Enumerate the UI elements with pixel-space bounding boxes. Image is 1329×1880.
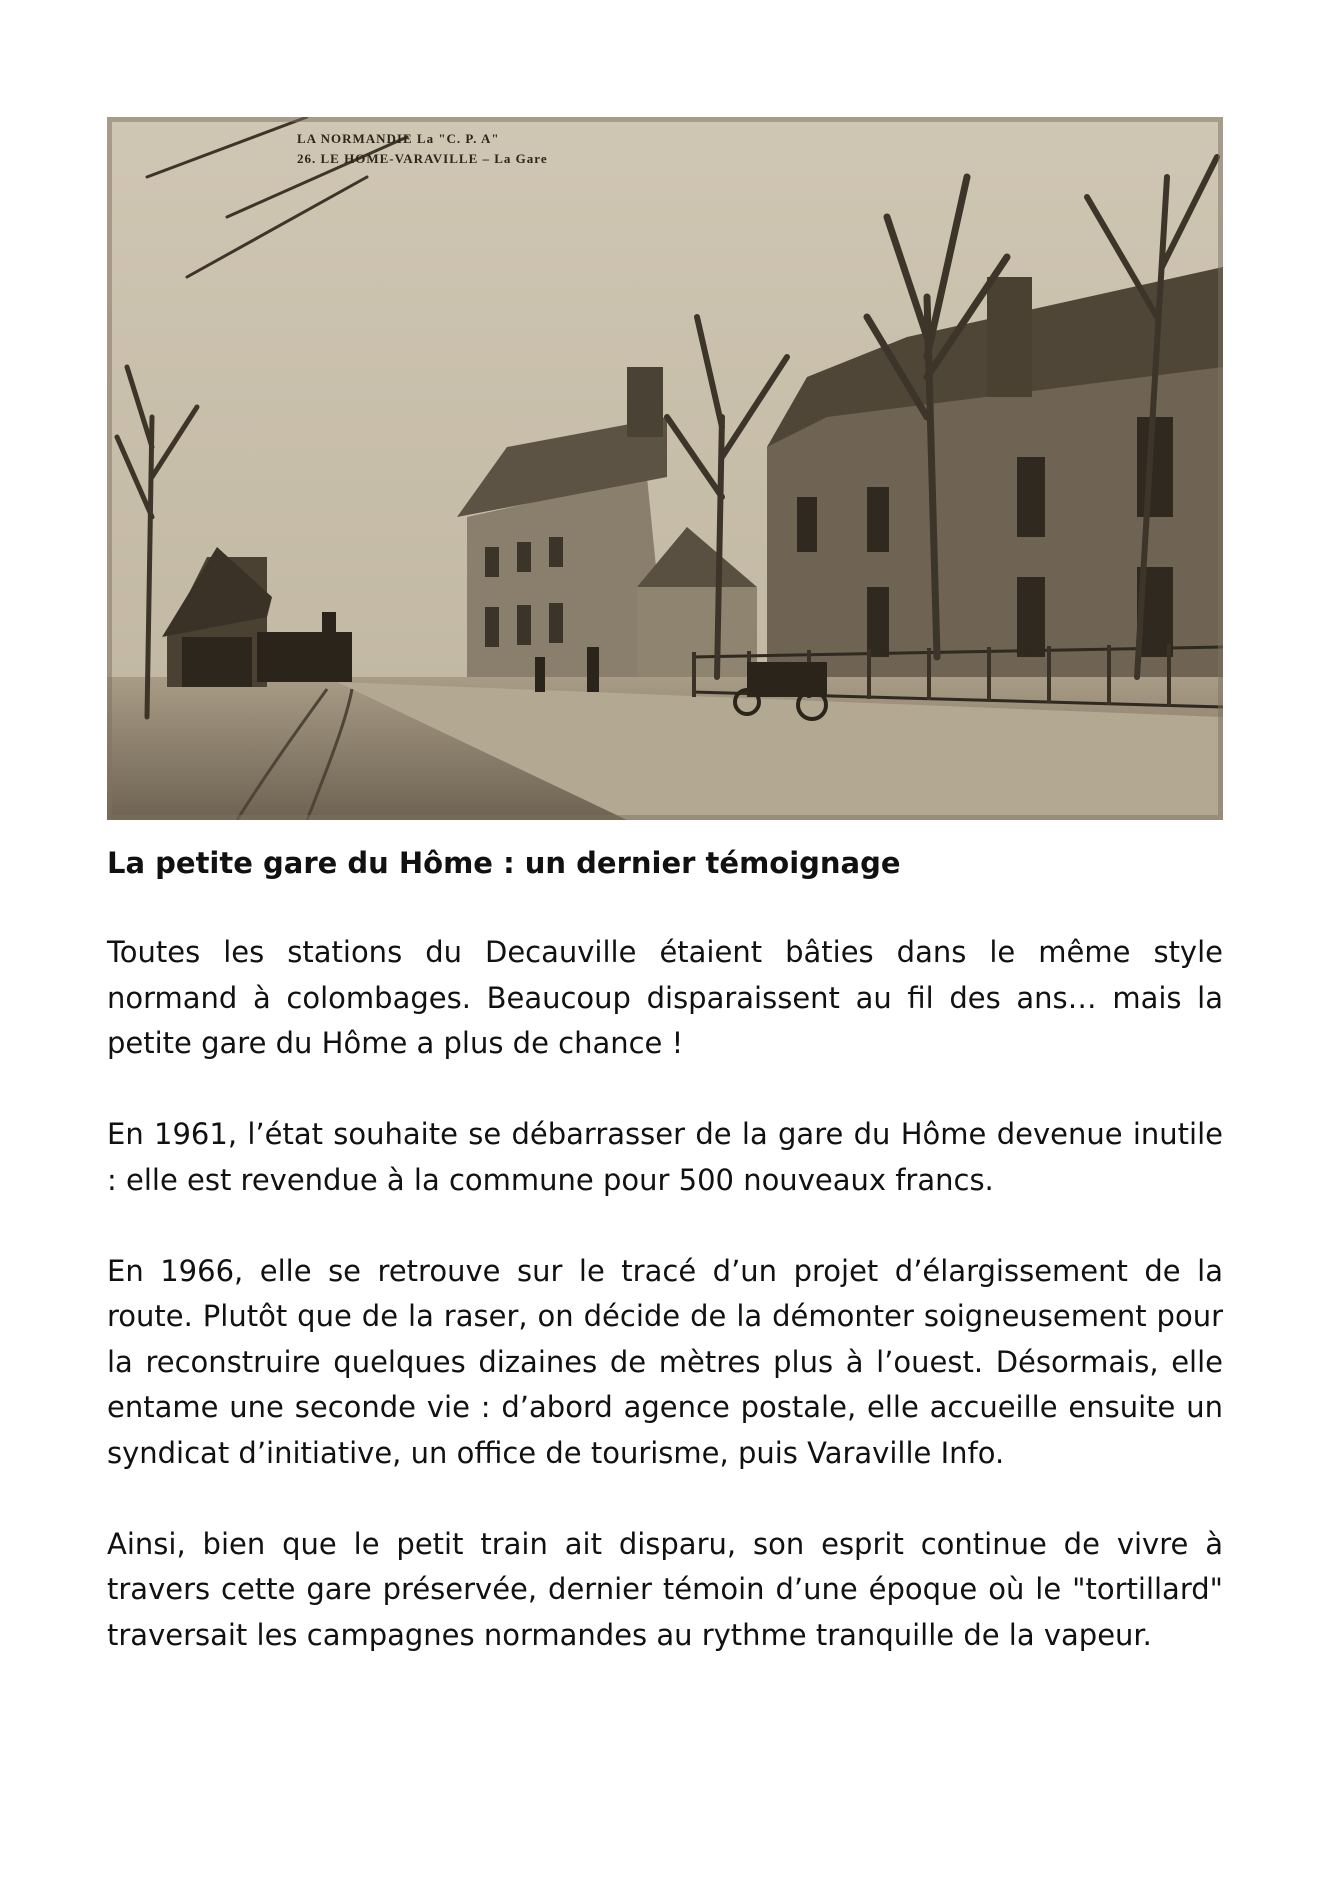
article-body — [107, 930, 1223, 1704]
paragraph: En 1966, elle se retrouve sur le tracé d’un projet d’élargissement de la route. Plutôt que de la raser, on décide de la démonter soigneusement pour la reconstruire quelques dizaines de mètres plus à l’ouest. Désormais, elle entame une seconde vie : d’abord agence postale, elle accueille ensuite un syndicat d’initiative, un office de tourisme, puis Varaville Info. — [107, 1253, 1223, 1470]
postcard-caption-line2: 26. LE HOME-VARAVILLE – La Gare — [297, 151, 548, 166]
postcard-caption — [297, 129, 548, 169]
station-street-illustration — [107, 117, 1223, 820]
historic-postcard-photo — [107, 117, 1223, 820]
paragraph: Ainsi, bien que le petit train ait disparu, son esprit continue de vivre à travers cette gare préservée, dernier témoin d’une époque où le "tortillard" traversait les campagnes normandes au rythme tranquille de la vapeur. — [107, 1526, 1223, 1652]
paragraph: Toutes les stations du Decauville étaient bâties dans le même style normand à colombages. Beaucoup disparaissent au fil des ans… mais la petite gare du Hôme a plus de chance ! — [107, 935, 1223, 1060]
article-title: La petite gare du Hôme : un dernier témoignage — [107, 846, 901, 880]
paragraph: En 1961, l’état souhaite se débarrasser de la gare du Hôme devenue inutile : elle est revendue à la commune pour 500 nouveaux francs. — [107, 1117, 1223, 1197]
postcard-caption-line1: LA NORMANDIE La "C. P. A" — [297, 131, 500, 146]
